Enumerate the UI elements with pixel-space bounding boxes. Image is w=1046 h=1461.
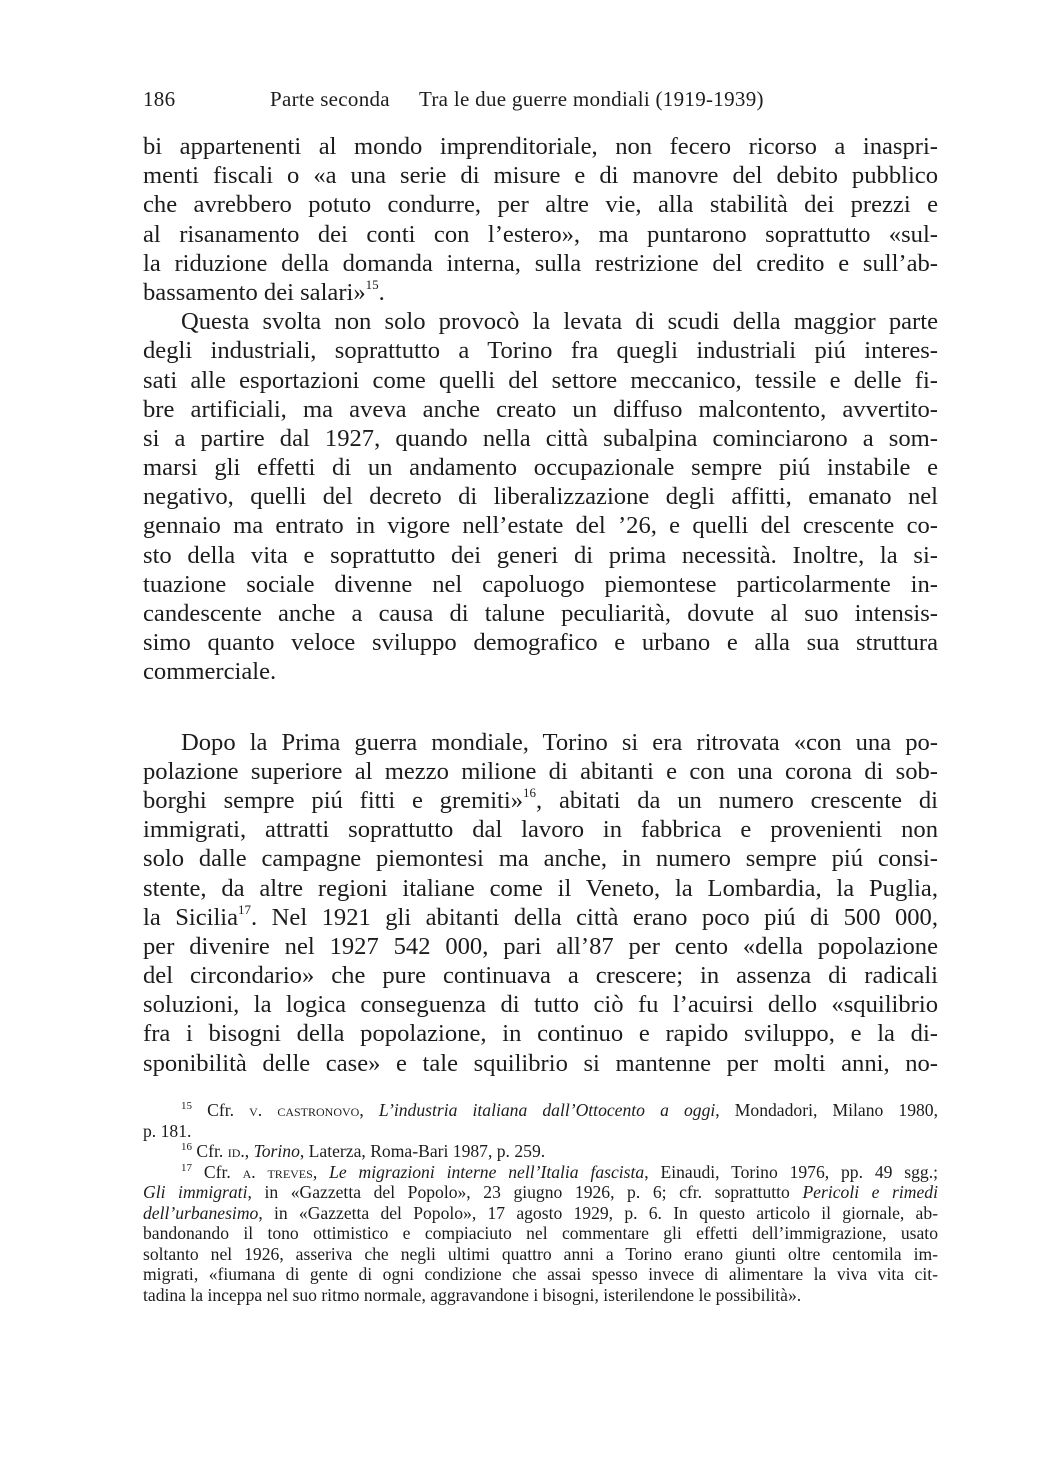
footnote-line: bandonando il tono ottimistico e compiaciuto nel commentare gli effetti dell’immigrazione, usato (143, 1223, 938, 1243)
text-line: menti fiscali o «a una serie di misure e di manovre del debito pubblico (143, 162, 938, 190)
work-title: Gli immigrati (143, 1182, 248, 1202)
section-break (143, 687, 938, 728)
footnote-line: p. 181. (143, 1120, 192, 1141)
text-fragment: , (359, 1100, 364, 1120)
footnote-ref-16[interactable]: 16 (523, 784, 537, 800)
text-line: Dopo la Prima guerra mondiale, Torino si era ritrovata «con una po- (181, 728, 938, 756)
text-fragment: , Laterza, Roma-Bari 1987, p. 259. (299, 1141, 546, 1161)
text-line: bi appartenenti al mondo imprenditoriale, non fecero ricorso a inaspri- (143, 133, 938, 160)
text-fragment: , Einaudi, Torino 1976, pp. 49 sgg.; (644, 1161, 938, 1182)
text-line: simo quanto veloce sviluppo demografico e urbano e alla sua struttura (143, 629, 938, 657)
text-line: bre artificiali, ma aveva anche creato un diffuso malcontento, avvertito- (143, 395, 938, 423)
footnote-line (143, 1203, 938, 1224)
text-line: fra i bisogni della popolazione, in continuo e rapido sviluppo, e la di- (143, 1020, 938, 1048)
text-fragment: . Nel 1921 gli abitanti della città erano poco piú di 500 000, (251, 903, 938, 931)
text-line: degli industriali, soprattutto a Torino fra quegli industriali piú interes- (143, 337, 938, 365)
running-head (143, 84, 933, 114)
footnote-line: tadina la inceppa nel suo ritmo normale, aggravandone i bisogni, isterilendone le possibilità». (143, 1284, 802, 1305)
text-line: polazione superiore al mezzo milione di abitanti e con una corona di sob- (143, 757, 938, 785)
author-name: v. castronovo (249, 1100, 360, 1120)
text-line: sponibilità delle case» e tale squilibrio si mantenne per molti anni, no- (143, 1049, 938, 1077)
text-fragment: borghi sempre piú fitti e gremiti» (143, 786, 524, 814)
text-fragment: Cfr. (196, 1141, 224, 1161)
text-fragment: , (312, 1161, 318, 1182)
text-line: del circondario» che pure continuava a crescere; in assenza di radicali (143, 962, 938, 990)
footnote-number: 16 (181, 1141, 192, 1153)
text-fragment: Cfr. (207, 1100, 235, 1120)
text-fragment: , (244, 1141, 250, 1161)
footnote-17 (143, 1162, 938, 1183)
text-line: immigrati, attratti soprattutto dal lavoro in fabbrica e provenienti non (143, 816, 938, 844)
footnote-number: 15 (181, 1100, 192, 1112)
footnote-number: 17 (181, 1161, 192, 1174)
work-title: Le migrazioni interne nell’Italia fascista (329, 1161, 645, 1182)
body-text (143, 132, 938, 1078)
text-line: candescente anche a causa di talune peculiarità, dovute al suo intensis- (143, 600, 938, 627)
text-fragment: , in «Gazzetta del Popolo», 23 giugno 1926, p. 6; cfr. soprattutto (247, 1182, 790, 1202)
text-line: stente, da altre regioni italiane come il Veneto, la Lombardia, la Puglia, (143, 874, 938, 902)
text-line: al risanamento dei conti con l’estero», ma puntarono soprattutto «sul- (143, 220, 938, 248)
text-line: solo dalle campagne piemontesi ma anche, in numero sempre piú consi- (143, 845, 938, 873)
author-name: id. (227, 1141, 245, 1161)
text-line: sati alle esportazioni come quelli del settore meccanico, tessile e delle fi- (143, 366, 938, 394)
text-fragment: Cfr. (203, 1161, 231, 1182)
text-line (143, 278, 938, 307)
footnotes (143, 1100, 938, 1305)
footnote-15 (143, 1100, 938, 1121)
text-line: che avrebbero potuto condurre, per altre vie, alla stabilità dei prezzi e (143, 191, 938, 219)
author-name: a. treves (242, 1161, 313, 1182)
chapter-title: Tra le due guerre mondiali (1919-1939) (419, 87, 764, 111)
text-line: Questa svolta non solo provocò la levata di scudi della maggior parte (181, 308, 938, 336)
work-title: Pericoli e rimedi (802, 1182, 938, 1202)
text-line (143, 786, 938, 815)
paragraph-1 (143, 132, 938, 307)
text-fragment: , Mondadori, Milano 1980, (715, 1100, 938, 1120)
text-fragment: la Sicilia (143, 903, 239, 931)
work-title: dell’urbanesimo (143, 1202, 259, 1223)
text-line: la riduzione della domanda interna, sulla restrizione del credito e sull’ab- (143, 249, 938, 277)
text-fragment: . (378, 278, 385, 306)
part-title: Parte seconda (270, 87, 390, 111)
text-line: tuazione sociale divenne nel capoluogo piemontese particolarmente in- (143, 570, 938, 598)
text-fragment: , abitati da un numero crescente di (536, 786, 938, 814)
text-line: marsi gli effetti di un andamento occupazionale sempre piú instabile e (143, 454, 938, 482)
paragraph-2 (143, 307, 938, 686)
text-line: soluzioni, la logica conseguenza di tutto ciò fu l’acuirsi dello «squilibrio (143, 991, 938, 1019)
paragraph-3 (143, 728, 938, 1078)
text-line: si a partire dal 1927, quando nella città subalpina cominciarono a som- (143, 424, 938, 452)
footnote-line: soltanto nel 1926, asseriva che negli ultimi quattro anni a Torino erano giunti oltre centomila im- (143, 1243, 938, 1264)
text-fragment: , in «Gazzetta del Popolo», 17 agosto 1929, p. 6. In questo articolo il giornale, ab- (258, 1202, 938, 1223)
footnote-line: migrati, «fiumana di gente di ogni condizione che assai spesso invece di alimentare la viva vita cit- (143, 1264, 938, 1284)
text-line: gennaio ma entrato in vigore nell’estate del ’26, e quelli del crescente co- (143, 512, 938, 540)
page-number: 186 (143, 87, 176, 111)
footnote-ref-15[interactable]: 15 (365, 276, 379, 292)
text-fragment: bassamento dei salari» (143, 278, 366, 306)
text-line: negativo, quelli del decreto di liberalizzazione degli affitti, emanato nel (143, 483, 938, 511)
text-line: per divenire nel 1927 542 000, pari all’87 per cento «della popolazione (143, 932, 938, 960)
text-line (143, 903, 938, 932)
text-line: sto della vita e soprattutto dei generi di prima necessità. Inoltre, la si- (143, 541, 938, 569)
work-title: Torino (253, 1141, 300, 1161)
text-line: commerciale. (143, 658, 277, 686)
footnote-line (143, 1182, 938, 1203)
footnote-16 (143, 1141, 938, 1162)
footnote-ref-17[interactable]: 17 (238, 901, 252, 917)
work-title: L’industria italiana dall’Ottocento a oggi (378, 1100, 716, 1120)
